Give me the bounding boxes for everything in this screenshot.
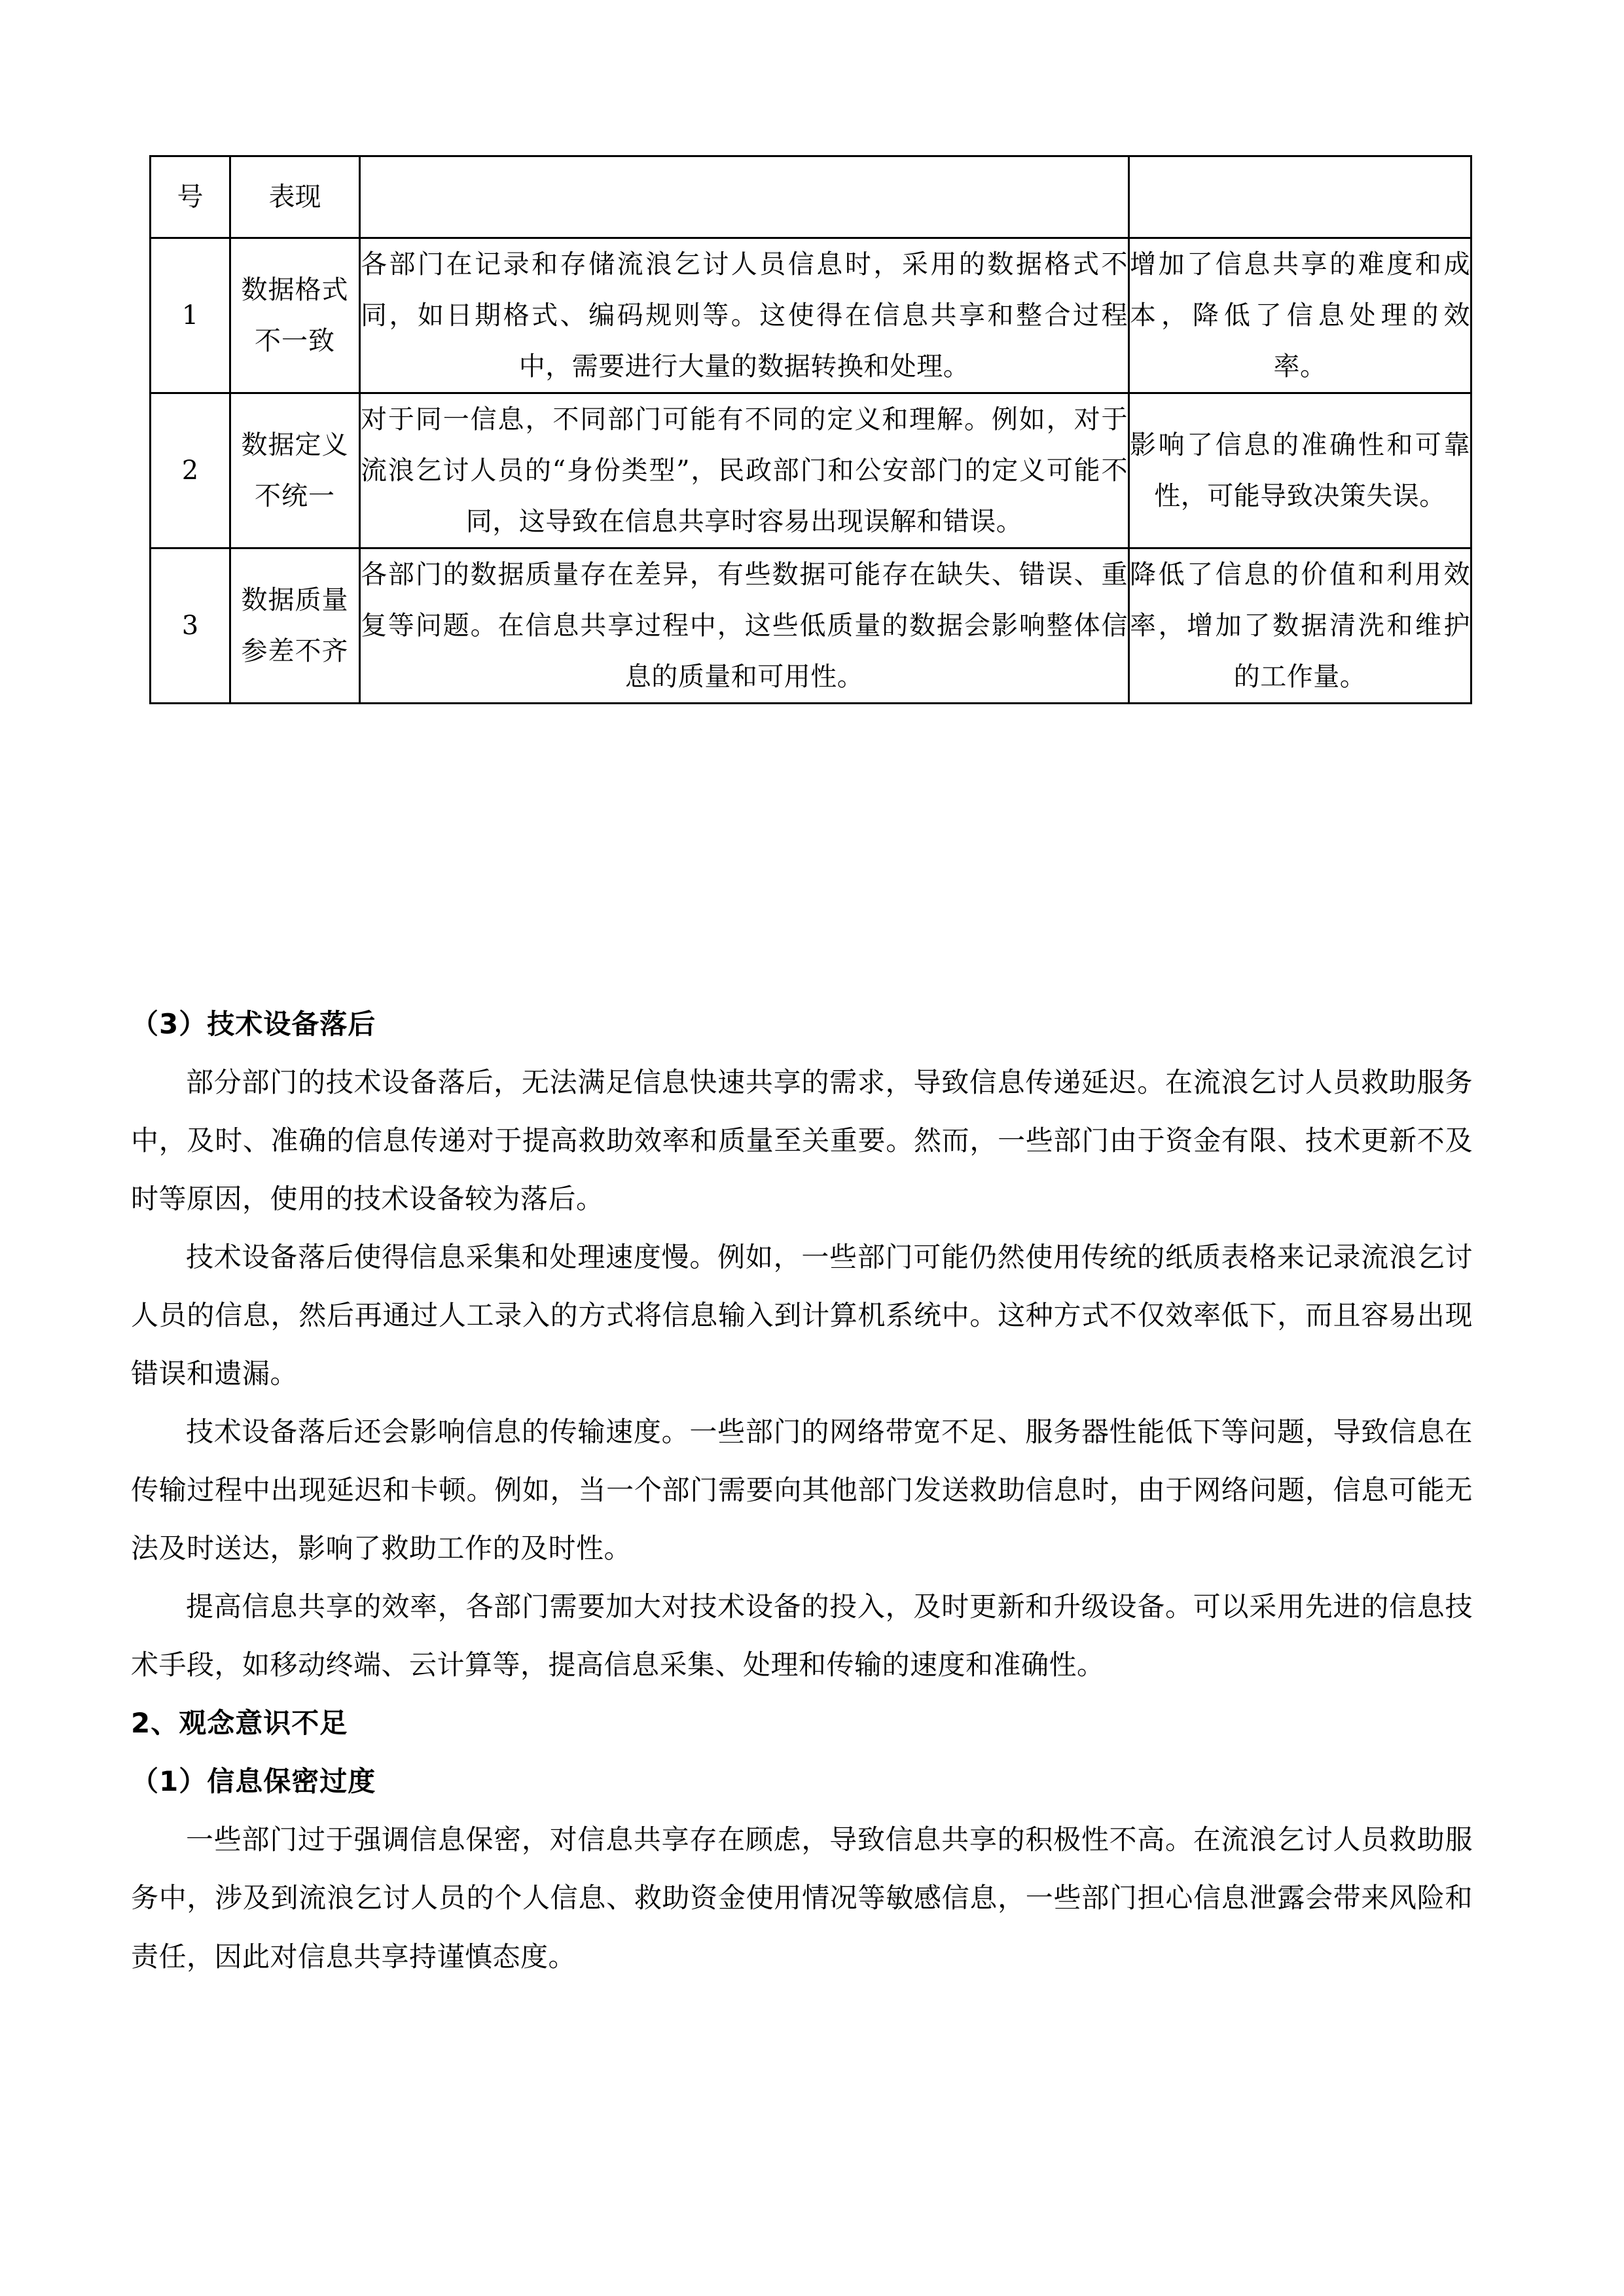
table-row	[151, 548, 1471, 704]
table-header-desc	[360, 156, 1129, 238]
paragraph-tech-2: 技术设备落后使得信息采集和处理速度慢。例如，一些部门可能仍然使用传统的纸质表格来记录流浪乞讨人员的信息，然后再通过人工录入的方式将信息输入到计算机系统中。这种方式不仅效率低下，而且容易出现错误和遗漏。	[131, 1241, 1473, 1390]
row-issue-name: 数据质量参差不齐	[230, 548, 360, 704]
row-description: 各部门在记录和存储流浪乞讨人员信息时，采用的数据格式不同，如日期格式、编码规则等。这使得在信息共享和整合过程中，需要进行大量的数据转换和处理。	[360, 238, 1129, 393]
row-number: 3	[151, 548, 230, 704]
heading-information-secrecy: （1）信息保密过度	[131, 1765, 376, 1798]
table-header-row	[151, 156, 1471, 238]
document-body	[131, 995, 1473, 1986]
row-number: 1	[151, 238, 230, 393]
paragraph-tech-3: 技术设备落后还会影响信息的传输速度。一些部门的网络带宽不足、服务器性能低下等问题，导致信息在传输过程中出现延迟和卡顿。例如，当一个部门需要向其他部门发送救助信息时，由于网络问题，信息可能无法及时送达，影响了救助工作的及时性。	[131, 1416, 1473, 1565]
row-issue-name: 数据格式不一致	[230, 238, 360, 393]
paragraph-tech-4: 提高信息共享的效率，各部门需要加大对技术设备的投入，及时更新和升级设备。可以采用先进的信息技术手段，如移动终端、云计算等，提高信息采集、处理和传输的速度和准确性。	[131, 1590, 1473, 1681]
paragraph-tech-1: 部分部门的技术设备落后，无法满足信息快速共享的需求，导致信息传递延迟。在流浪乞讨人员救助服务中，及时、准确的信息传递对于提高救助效率和质量至关重要。然而，一些部门由于资金有限、技术更新不及时等原因，使用的技术设备较为落后。	[131, 1066, 1473, 1215]
heading-concept-awareness: 2、观念意识不足	[131, 1707, 348, 1740]
paragraph-secrecy-1: 一些部门过于强调信息保密，对信息共享存在顾虑，导致信息共享的积极性不高。在流浪乞讨人员救助服务中，涉及到流浪乞讨人员的个人信息、救助资金使用情况等敏感信息，一些部门担心信息泄露会带来风险和责任，因此对信息共享持谨慎态度。	[131, 1823, 1473, 1973]
row-description: 各部门的数据质量存在差异，有些数据可能存在缺失、错误、重复等问题。在信息共享过程中，这些低质量的数据会影响整体信息的质量和可用性。	[360, 548, 1129, 704]
heading-technical-equipment: （3）技术设备落后	[131, 1008, 376, 1040]
row-number: 2	[151, 393, 230, 548]
table-row	[151, 238, 1471, 393]
row-description: 对于同一信息，不同部门可能有不同的定义和理解。例如，对于流浪乞讨人员的“身份类型”，民政部门和公安部门的定义可能不同，这导致在信息共享时容易出现误解和错误。	[360, 393, 1129, 548]
row-effect: 降低了信息的价值和利用效率，增加了数据清洗和维护的工作量。	[1129, 548, 1471, 704]
data-sharing-issues-table	[149, 155, 1472, 704]
row-effect: 影响了信息的准确性和可靠性，可能导致决策失误。	[1129, 393, 1471, 548]
table-header-effect	[1129, 156, 1471, 238]
row-effect: 增加了信息共享的难度和成本，降低了信息处理的效率。	[1129, 238, 1471, 393]
table-row	[151, 393, 1471, 548]
table-header-name: 表现	[230, 156, 360, 238]
row-issue-name: 数据定义不统一	[230, 393, 360, 548]
table-header-no: 号	[151, 156, 230, 238]
